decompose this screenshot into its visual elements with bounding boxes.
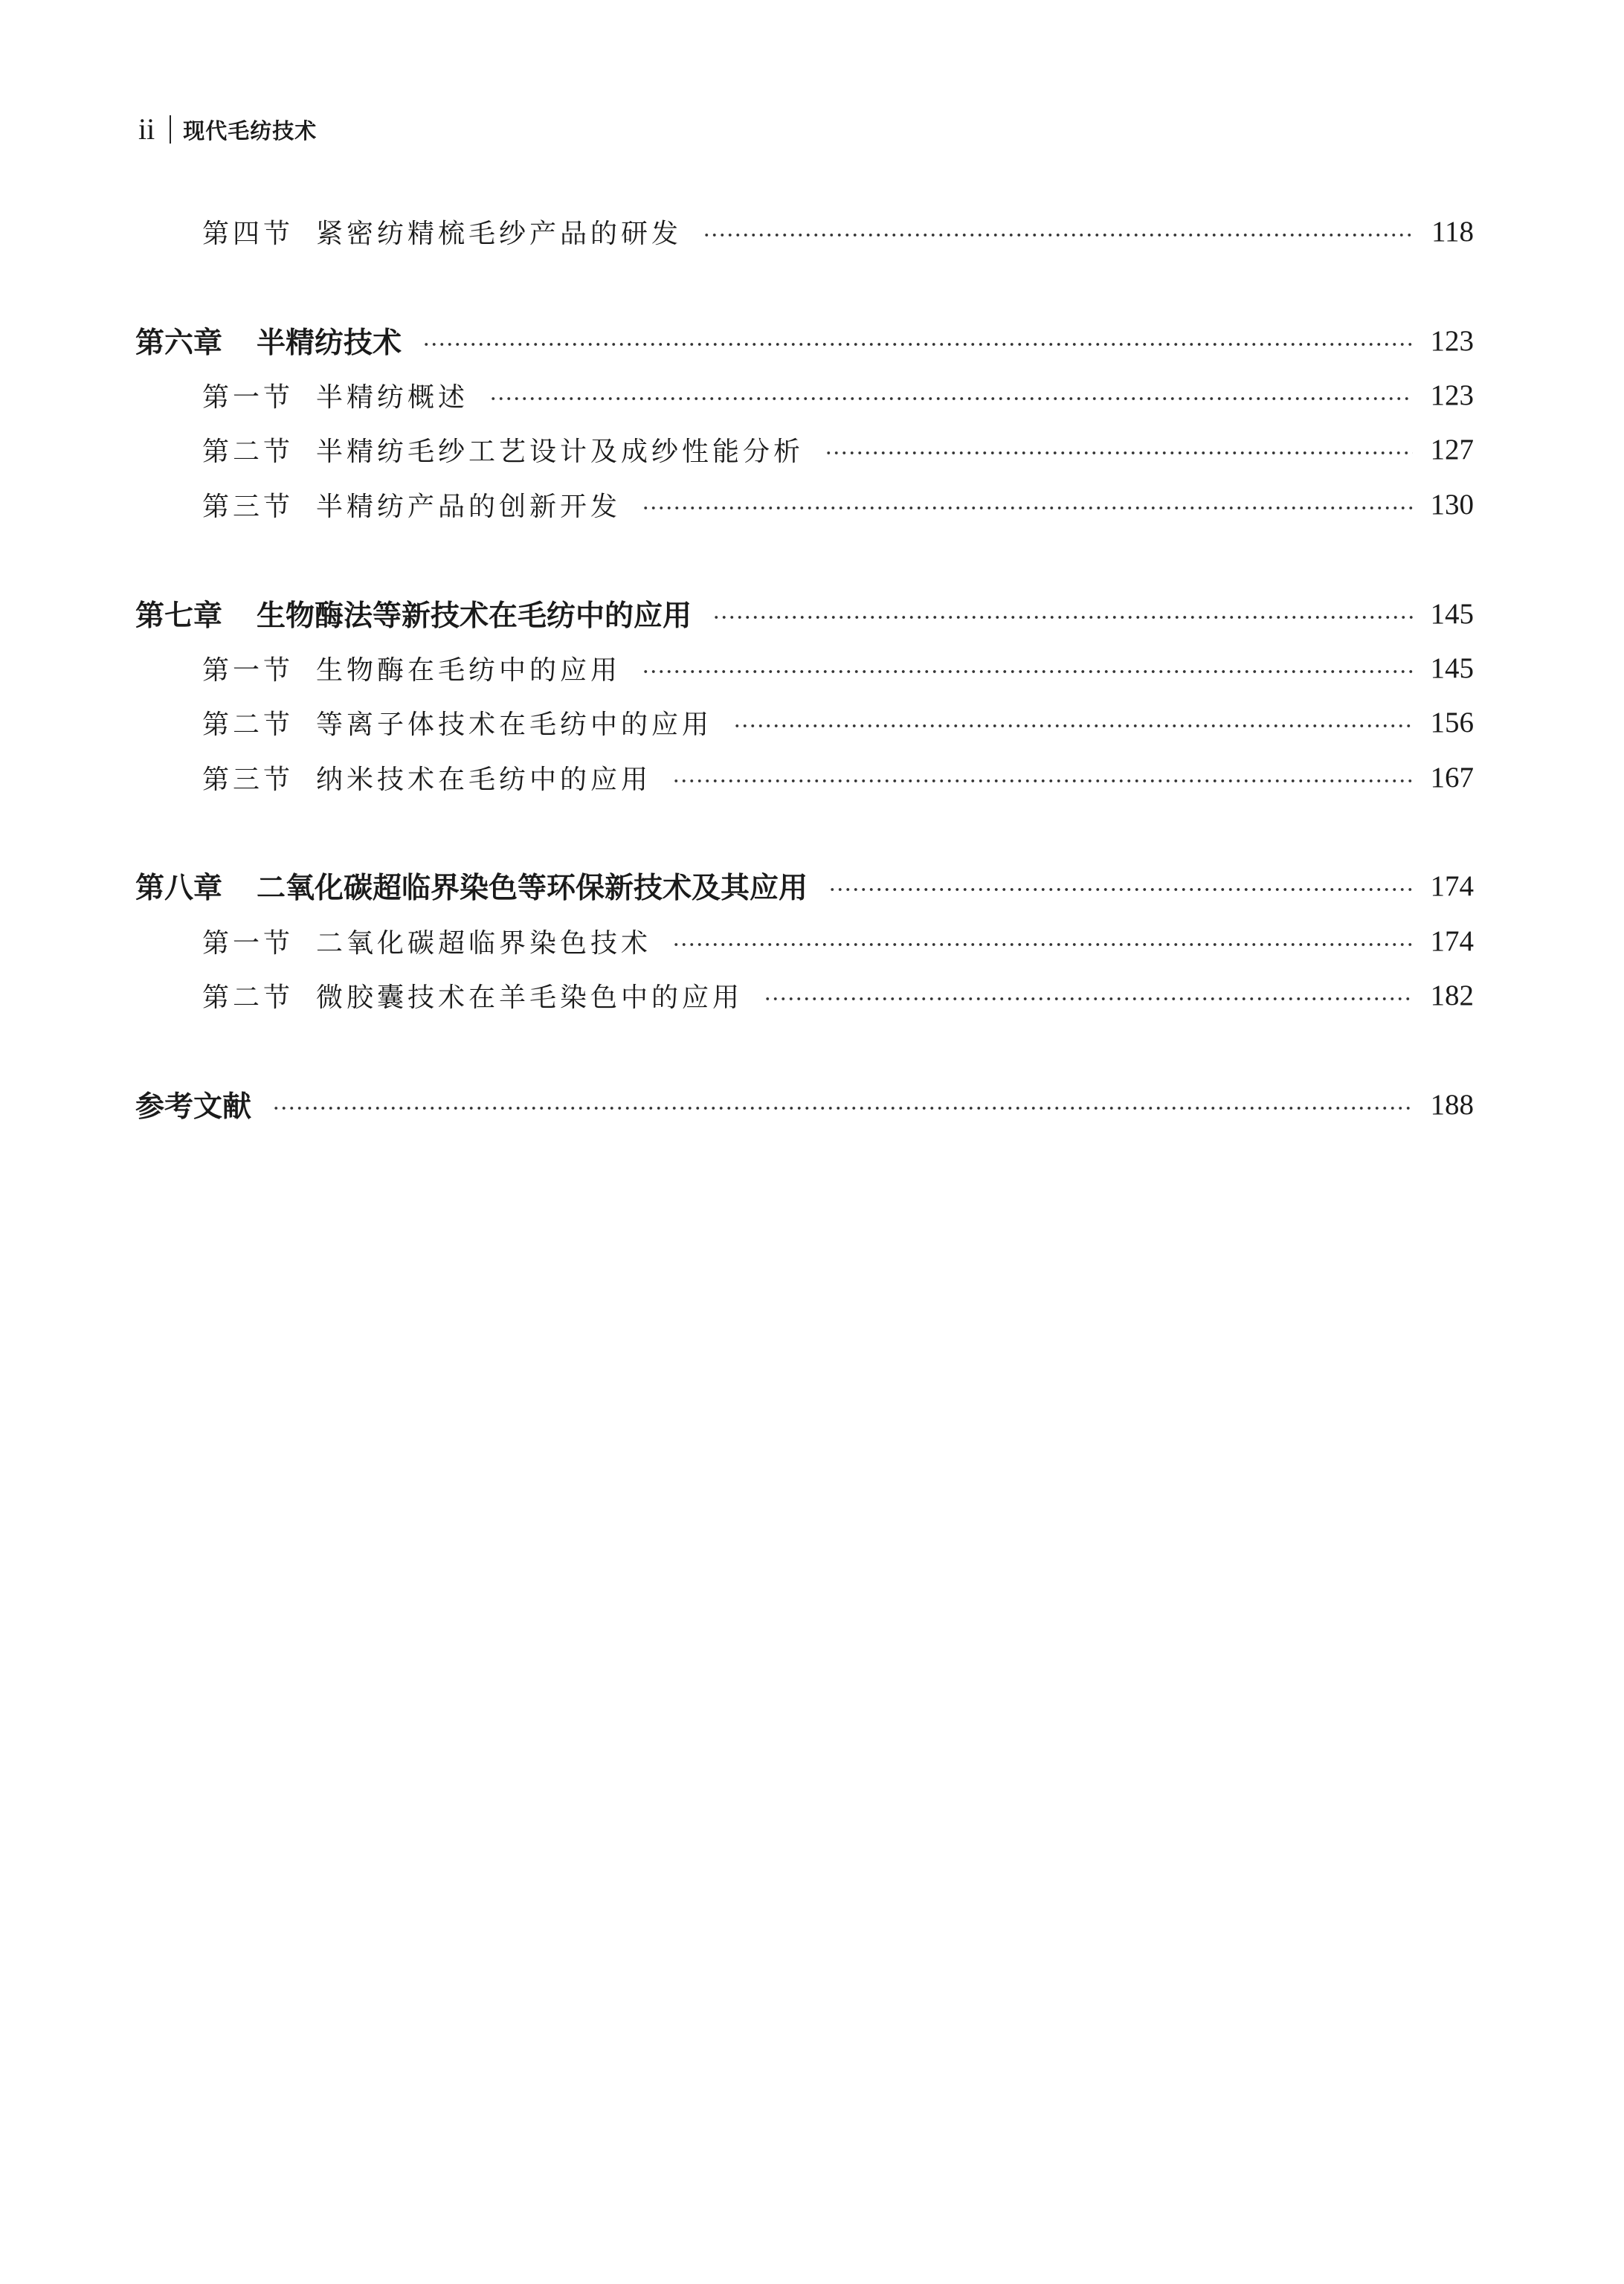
toc-number: 第一节 (202, 654, 294, 686)
toc-title: 纳米技术在毛纺中的应用 (316, 764, 652, 795)
toc-number: 第三节 (202, 491, 294, 522)
toc-entry-label (135, 593, 692, 634)
toc-entry-label (202, 704, 712, 742)
toc-section-entry[interactable] (202, 647, 1474, 689)
toc-entry-label (135, 1084, 251, 1125)
toc-section-entry[interactable] (202, 483, 1474, 525)
toc-title: 紧密纺精梳毛纱产品的研发 (316, 218, 683, 249)
toc-chapter-entry[interactable] (135, 593, 1474, 634)
toc-number: 第六章 (135, 326, 223, 360)
dot-leader (703, 234, 1414, 237)
dot-leader (828, 888, 1412, 891)
toc-page-number: 156 (1430, 706, 1474, 739)
toc-page-number: 145 (1430, 652, 1474, 684)
toc-number: 第二节 (202, 709, 294, 740)
dot-leader (672, 779, 1412, 782)
toc-page-number: 182 (1430, 979, 1474, 1011)
toc-entry-label (202, 759, 651, 797)
toc-number: 第八章 (135, 872, 223, 905)
toc-title: 半精纺概述 (316, 382, 469, 413)
toc-chapter-entry[interactable] (135, 320, 1474, 361)
toc-page-number: 127 (1430, 433, 1474, 466)
dot-leader (272, 1107, 1412, 1110)
toc-number: 第一节 (202, 382, 294, 413)
toc-references-entry[interactable] (135, 1084, 1474, 1125)
toc-title: 生物酶在毛纺中的应用 (316, 654, 622, 686)
toc-page-number: 118 (1431, 215, 1474, 248)
toc-entry-label (135, 320, 402, 361)
toc-section-entry[interactable] (202, 428, 1474, 470)
toc-section-entry[interactable] (202, 701, 1474, 743)
toc-number: 第一节 (202, 927, 294, 959)
toc-section-entry[interactable] (202, 374, 1474, 416)
dot-leader (642, 506, 1412, 509)
toc-page-number: 123 (1430, 324, 1474, 357)
toc-page-number: 188 (1430, 1088, 1474, 1121)
toc-page-number: 123 (1430, 379, 1474, 411)
toc-entry-label (202, 977, 743, 1014)
toc-number: 第二节 (202, 436, 294, 467)
toc-number: 第四节 (202, 218, 294, 249)
toc-page-number: 167 (1430, 761, 1474, 794)
toc-page-number: 130 (1430, 488, 1474, 521)
dot-leader (825, 451, 1412, 454)
dot-leader (489, 397, 1412, 400)
toc-title: 二氧化碳超临界染色等环保新技术及其应用 (257, 872, 808, 905)
toc-number: 第二节 (202, 982, 294, 1013)
toc-title: 二氧化碳超临界染色技术 (316, 927, 652, 959)
dot-leader (712, 616, 1412, 619)
toc-title: 半精纺毛纱工艺设计及成纱性能分析 (316, 436, 805, 467)
toc-entry-label (202, 649, 621, 687)
toc-chapter-entry[interactable] (135, 865, 1474, 907)
toc-entry-label (202, 431, 804, 469)
toc-entry-label (202, 376, 468, 414)
book-title: 现代毛纺技术 (183, 118, 318, 144)
toc-entry-label (202, 922, 651, 960)
toc-entry-label (202, 213, 682, 251)
dot-leader (422, 343, 1412, 346)
toc-title: 半精纺技术 (257, 326, 402, 360)
toc-number: 第七章 (135, 599, 223, 633)
toc-section-entry[interactable] (202, 210, 1474, 252)
toc-title: 生物酶法等新技术在毛纺中的应用 (257, 599, 692, 633)
toc-entry-label (202, 486, 621, 524)
toc-section-entry[interactable] (202, 920, 1474, 962)
toc-title: 微胶囊技术在羊毛染色中的应用 (316, 982, 744, 1013)
dot-leader (733, 724, 1412, 727)
dot-leader (672, 943, 1412, 946)
toc-title: 参考文献 (135, 1090, 252, 1124)
toc-page-number: 174 (1430, 869, 1474, 902)
toc-number: 第三节 (202, 764, 294, 795)
toc-page-number: 145 (1430, 597, 1474, 630)
dot-leader (642, 670, 1412, 673)
dot-leader (764, 997, 1412, 1000)
toc-section-entry[interactable] (202, 974, 1474, 1016)
toc-section-entry[interactable] (202, 756, 1474, 798)
toc-entry-label (135, 865, 808, 907)
toc-page-number: 174 (1430, 924, 1474, 957)
toc-title: 等离子体技术在毛纺中的应用 (316, 709, 713, 740)
page-folio: ii (138, 112, 155, 146)
toc-title: 半精纺产品的创新开发 (316, 491, 622, 522)
